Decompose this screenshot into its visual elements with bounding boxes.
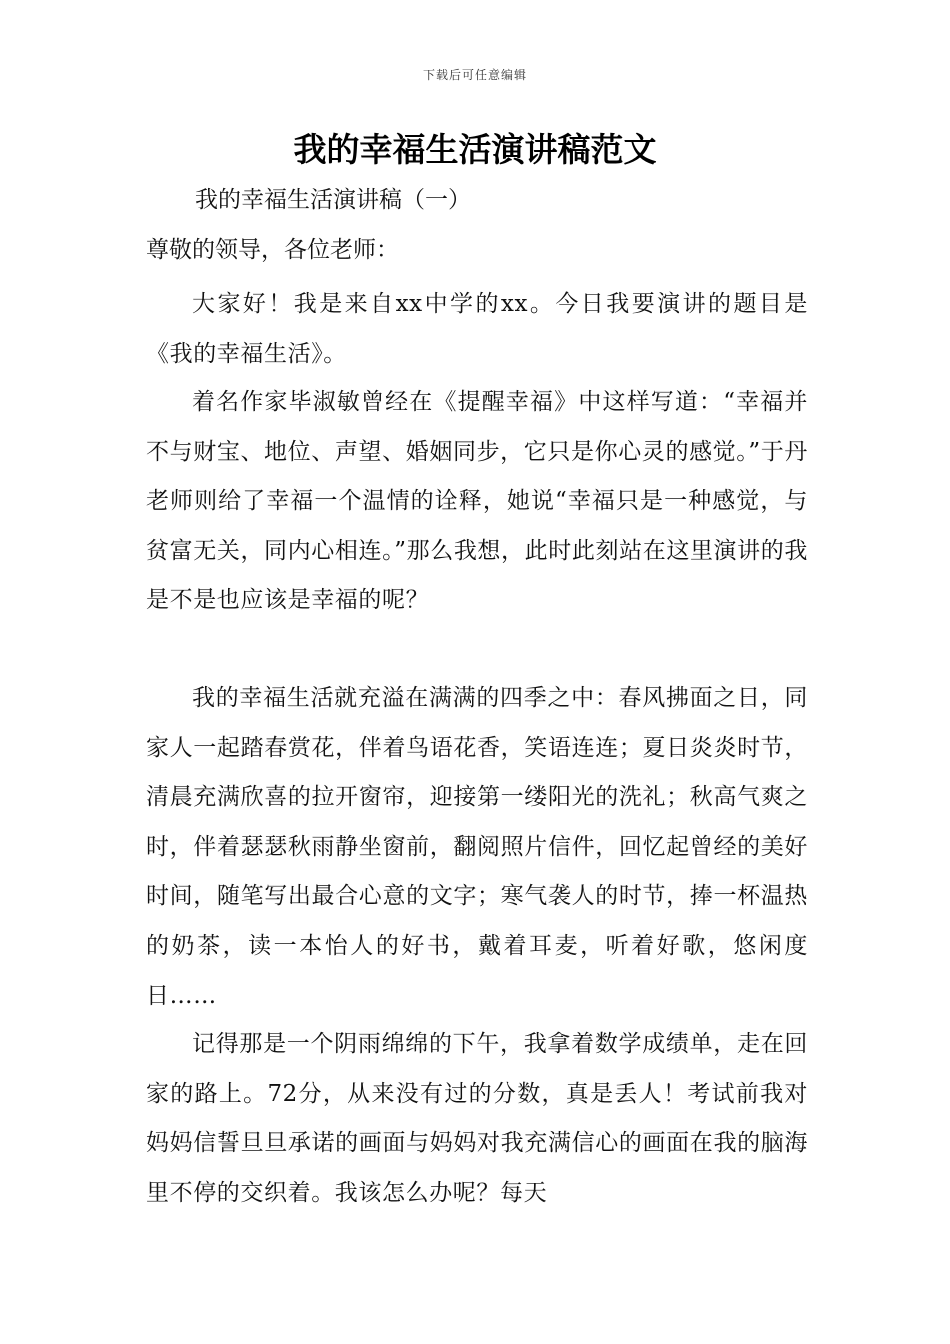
body-paragraph: 我的幸福生活就充溢在满满的四季之中：春风拂面之日，同家人一起踏春赏花，伴着鸟语花香，笑语连连；夏日炎炎时节，清晨充满欣喜的拉开窗帘，迎接第一缕阳光的洗礼；秋高气爽之时，伴着瑟瑟秋雨静坐窗前，翻阅照片信件，回忆起曾经的美好时间，随笔写出最合心意的文字；寒气袭人的时节，捧一杯温热的奶茶，读一本怡人的好书，戴着耳麦，听着好歌，悠闲度日……: [146, 685, 808, 1009]
header-note: 下载后可任意编辑: [422, 68, 527, 82]
body-paragraph-1-block: [146, 280, 808, 379]
salutation: 尊敬的领导，各位老师：: [146, 237, 399, 263]
body-paragraph-3-block: [146, 674, 808, 1021]
body-paragraph-2-block: [146, 378, 808, 626]
body-paragraph: 记得那是一个阴雨绵绵的下午，我拿着数学成绩单，走在回家的路上。72分，从来没有过的分数，真是丢人！考试前我对妈妈信誓旦旦承诺的画面与妈妈对我充满信心的画面在我的脑海里不停的交织着。我该怎么办呢？每天: [146, 1031, 808, 1206]
body-paragraph: 着名作家毕淑敏曾经在《提醒幸福》中这样写道：“幸福并不与财宝、地位、声望、婚姻同步，它只是你心灵的感觉。”于丹老师则给了幸福一个温情的诠释，她说“幸福只是一种感觉，与贫富无关，同内心相连。”那么我想，此时此刻站在这里演讲的我是不是也应该是幸福的呢？: [146, 389, 808, 614]
body-paragraph: 大家好！我是来自xx中学的xx。今日我要演讲的题目是《我的幸福生活》。: [146, 291, 808, 367]
document-title: 我的幸福生活演讲稿范文: [293, 130, 657, 169]
document-subtitle: 我的幸福生活演讲稿（一）: [195, 187, 471, 213]
body-paragraph-4-block: [146, 1020, 808, 1218]
